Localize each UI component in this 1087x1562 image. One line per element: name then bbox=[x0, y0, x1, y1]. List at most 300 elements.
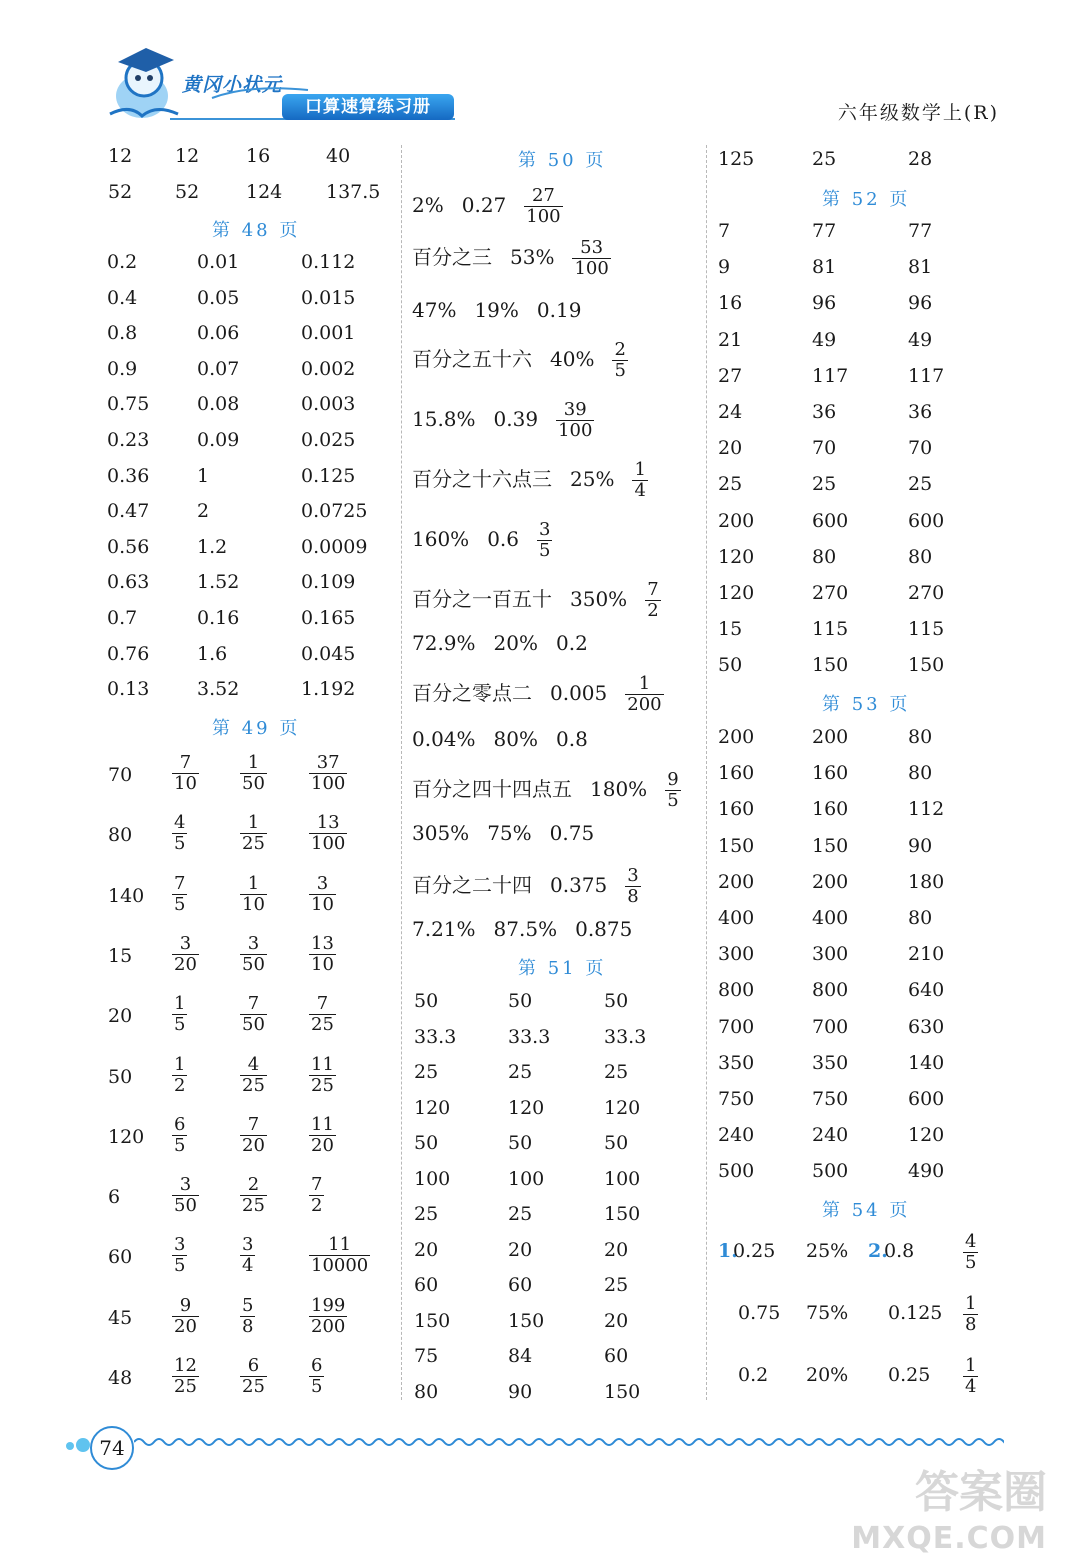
numerator: 1 bbox=[174, 993, 186, 1015]
cell: 12 bbox=[175, 145, 200, 167]
cell: 77 bbox=[812, 220, 837, 242]
cell: 0.002 bbox=[301, 357, 356, 380]
cell: 36 bbox=[812, 401, 837, 423]
cell: 15.8% bbox=[412, 407, 476, 431]
answer-row bbox=[0, 903, 1087, 933]
cell: 160% bbox=[412, 527, 470, 551]
denominator: 25 bbox=[242, 833, 265, 855]
cell: 600 bbox=[908, 509, 945, 532]
numerator: 3 bbox=[247, 932, 260, 954]
numerator: 1 bbox=[965, 1355, 977, 1376]
cell: 0.001 bbox=[301, 322, 356, 345]
cell: 0.56 bbox=[107, 535, 150, 558]
book-title-banner: 口算速算练习册 bbox=[282, 94, 454, 120]
cell: 600 bbox=[812, 509, 849, 532]
cell: 500 bbox=[812, 1160, 849, 1183]
denominator: 10 bbox=[242, 893, 265, 915]
answer-row bbox=[0, 397, 1087, 427]
denominator: 100 bbox=[526, 206, 561, 227]
cell: 33.3 bbox=[604, 1025, 647, 1048]
cell: 0.6 bbox=[487, 527, 519, 551]
numerator: 39 bbox=[563, 399, 587, 420]
cell: 0.7 bbox=[107, 607, 138, 629]
cell: 1.52 bbox=[197, 571, 240, 594]
cell: 210 bbox=[908, 943, 945, 966]
numerator: 7 bbox=[174, 872, 186, 894]
cell: 25% bbox=[806, 1240, 849, 1262]
numerator: 2 bbox=[614, 339, 626, 360]
cell: 70 bbox=[108, 764, 133, 786]
cell: 25 bbox=[508, 1203, 533, 1225]
cell: 120 bbox=[414, 1096, 451, 1119]
cell: 0.025 bbox=[301, 429, 356, 451]
cell: 80 bbox=[908, 726, 933, 748]
numerator: 4 bbox=[965, 1231, 977, 1252]
denominator: 10000 bbox=[311, 1255, 369, 1277]
cell: 200 bbox=[718, 726, 755, 748]
fraction bbox=[963, 1356, 978, 1397]
denominator: 25 bbox=[242, 1376, 265, 1397]
cell: 0.003 bbox=[301, 393, 356, 416]
numerator: 11 bbox=[328, 1234, 352, 1256]
denominator: 2 bbox=[647, 600, 659, 621]
fraction bbox=[963, 1294, 978, 1335]
cell: 125 bbox=[718, 148, 755, 170]
cell: 120 bbox=[908, 1124, 945, 1147]
cell: 25 bbox=[604, 1061, 629, 1083]
cell: 0.8 bbox=[884, 1240, 915, 1262]
cell: 0.125 bbox=[888, 1302, 943, 1324]
cell: 60 bbox=[604, 1345, 629, 1367]
numerator: 11 bbox=[311, 1053, 334, 1075]
cell: 90 bbox=[508, 1380, 533, 1403]
cell: 80 bbox=[908, 545, 933, 568]
cell: 50 bbox=[414, 990, 439, 1012]
cell: 0.47 bbox=[107, 500, 150, 523]
cell: 300 bbox=[718, 943, 755, 966]
cell: 20 bbox=[414, 1238, 439, 1261]
cell: 112 bbox=[908, 798, 945, 821]
cell: 0.16 bbox=[197, 607, 240, 629]
cell: 52 bbox=[108, 181, 133, 203]
cell: 150 bbox=[718, 834, 755, 857]
numerator: 7 bbox=[647, 579, 659, 600]
cell: 25 bbox=[812, 148, 837, 170]
answer-row bbox=[0, 867, 1087, 897]
cell: 9 bbox=[718, 256, 731, 279]
cell: 0.109 bbox=[301, 571, 356, 594]
footer-wave bbox=[134, 1434, 1004, 1450]
cell: 百分之三 bbox=[412, 245, 492, 269]
fraction bbox=[963, 1232, 978, 1273]
numerator: 7 bbox=[311, 1174, 323, 1196]
denominator: 10 bbox=[311, 893, 334, 915]
cell: 200 bbox=[812, 726, 849, 748]
cell: 600 bbox=[908, 1088, 945, 1110]
cell: 百分之四十四点五 bbox=[412, 777, 572, 801]
denominator: 2 bbox=[174, 1074, 186, 1096]
denominator: 50 bbox=[242, 773, 265, 794]
numerator: 3 bbox=[242, 1234, 254, 1256]
cell: 0.75 bbox=[738, 1302, 781, 1324]
cell: 0.19 bbox=[536, 298, 582, 322]
cell: 15 bbox=[718, 618, 743, 641]
answer-row bbox=[0, 361, 1087, 391]
cell: 百分之一百五十 bbox=[412, 587, 552, 611]
mixed-answer-row bbox=[0, 1293, 1087, 1348]
cell: 0.112 bbox=[301, 251, 356, 273]
numerator: 12 bbox=[174, 1355, 197, 1376]
answer-row bbox=[0, 1048, 1087, 1078]
cell: 84 bbox=[508, 1345, 533, 1367]
cell: 120 bbox=[508, 1096, 545, 1119]
denominator: 5 bbox=[174, 1014, 186, 1036]
answer-row bbox=[0, 216, 1087, 246]
cell: 75% bbox=[487, 821, 532, 845]
cell: 0.75 bbox=[549, 821, 595, 845]
denominator: 25 bbox=[242, 1074, 265, 1096]
numerator: 3 bbox=[179, 1174, 192, 1196]
numerator: 7 bbox=[179, 752, 192, 773]
cell: 0.23 bbox=[107, 429, 150, 451]
cell: 240 bbox=[812, 1124, 849, 1147]
cell: 0.2 bbox=[556, 631, 588, 655]
cell: 20 bbox=[508, 1238, 533, 1261]
cell: 640 bbox=[908, 979, 945, 1002]
footer-dot-small bbox=[66, 1442, 74, 1450]
cell: 120 bbox=[718, 582, 755, 604]
numerator: 1 bbox=[174, 1053, 186, 1075]
answer-row bbox=[0, 831, 1087, 861]
section-title-p51: 第 51 页 bbox=[518, 958, 607, 979]
cell: 100 bbox=[604, 1167, 641, 1190]
cell: 0.9 bbox=[107, 357, 138, 380]
cell: 0.06 bbox=[197, 322, 240, 345]
fraction-cell bbox=[963, 1294, 978, 1335]
cell: 36 bbox=[908, 401, 933, 423]
numerator: 199 bbox=[311, 1294, 346, 1316]
cell: 0.07 bbox=[197, 357, 240, 380]
cell: 0.875 bbox=[575, 917, 633, 941]
cell: 87.5% bbox=[493, 917, 558, 941]
cell: 20% bbox=[493, 631, 538, 655]
cell: 0.2 bbox=[107, 251, 138, 273]
cell: 270 bbox=[908, 582, 945, 604]
cell: 150 bbox=[508, 1309, 545, 1332]
cell: 0.25 bbox=[733, 1240, 776, 1262]
answer-row bbox=[0, 1084, 1087, 1114]
answer-row bbox=[0, 144, 1087, 174]
cell: 27 bbox=[718, 364, 743, 387]
numerator: 13 bbox=[311, 932, 334, 954]
cell: 百分之二十四 bbox=[412, 873, 532, 897]
cell: 200 bbox=[718, 870, 755, 893]
cell: 0.08 bbox=[197, 393, 240, 416]
cell: 0.165 bbox=[301, 607, 356, 629]
denominator: 8 bbox=[242, 1315, 254, 1337]
cell: 180 bbox=[908, 870, 945, 893]
denominator: 25 bbox=[242, 1195, 265, 1217]
denominator: 100 bbox=[311, 773, 346, 794]
cell: 53% bbox=[510, 245, 555, 269]
cell: 80 bbox=[908, 907, 933, 929]
numerator: 1 bbox=[247, 812, 260, 834]
cell: 80 bbox=[908, 762, 933, 785]
cell: 0.8 bbox=[556, 727, 588, 751]
numerator: 1 bbox=[638, 673, 651, 694]
denominator: 2 bbox=[311, 1195, 323, 1217]
cell: 630 bbox=[908, 1015, 945, 1038]
cell: 7.21% bbox=[412, 917, 476, 941]
mascot-icon bbox=[100, 44, 185, 124]
cell: 124 bbox=[246, 181, 283, 203]
section-title-p48: 第 48 页 bbox=[212, 220, 301, 241]
watermark bbox=[851, 1467, 1047, 1562]
section-title-p49: 第 49 页 bbox=[212, 718, 301, 739]
denominator: 8 bbox=[627, 886, 639, 907]
cell: 49 bbox=[812, 328, 837, 351]
numerator: 1 bbox=[247, 872, 260, 894]
cell: 50 bbox=[508, 990, 533, 1012]
cell: 28 bbox=[908, 148, 933, 170]
cell: 117 bbox=[908, 364, 945, 387]
answer-row bbox=[0, 794, 1087, 824]
numerator: 6 bbox=[247, 1355, 260, 1376]
numerator: 4 bbox=[247, 1053, 260, 1075]
cell: 50 bbox=[508, 1132, 533, 1154]
question-number: 2. bbox=[868, 1240, 888, 1262]
numerator: 11 bbox=[311, 1113, 334, 1135]
answer-row bbox=[0, 325, 1087, 355]
cell: 0.09 bbox=[197, 429, 240, 451]
cell: 0.2 bbox=[738, 1364, 769, 1386]
denominator: 20 bbox=[174, 1315, 197, 1337]
cell: 70 bbox=[908, 437, 933, 460]
cell: 0.015 bbox=[301, 286, 356, 309]
cell: 1.192 bbox=[301, 678, 356, 701]
cell: 137.5 bbox=[326, 181, 381, 203]
numerator: 1 bbox=[634, 459, 646, 480]
cell: 25 bbox=[908, 473, 933, 496]
cell: 0.13 bbox=[107, 678, 150, 701]
denominator: 5 bbox=[174, 833, 186, 855]
denominator: 25 bbox=[311, 1014, 334, 1036]
cell: 305% bbox=[412, 821, 470, 845]
denominator: 100 bbox=[558, 420, 593, 441]
section-title-p52: 第 52 页 bbox=[822, 189, 911, 210]
cell: 20% bbox=[806, 1364, 849, 1386]
numerator: 5 bbox=[242, 1294, 254, 1316]
numerator: 6 bbox=[174, 1113, 186, 1135]
cell: 800 bbox=[812, 979, 849, 1002]
cell: 20 bbox=[604, 1309, 629, 1332]
denominator: 20 bbox=[311, 1134, 334, 1156]
cell: 700 bbox=[812, 1015, 849, 1038]
numerator: 3 bbox=[179, 932, 192, 954]
mixed-answer-row bbox=[0, 1231, 1087, 1286]
cell: 百分之五十六 bbox=[412, 347, 532, 371]
cell: 72.9% bbox=[412, 631, 476, 655]
cell: 0.125 bbox=[301, 464, 356, 487]
cell: 160 bbox=[718, 762, 755, 785]
answer-row bbox=[0, 506, 1087, 536]
denominator: 5 bbox=[667, 790, 679, 811]
answer-row bbox=[0, 975, 1087, 1005]
numerator: 2 bbox=[247, 1174, 260, 1196]
cell: 50 bbox=[604, 990, 629, 1012]
cell: 百分之十六点三 bbox=[412, 467, 552, 491]
cell: 140 bbox=[908, 1051, 945, 1074]
section-title-p53: 第 53 页 bbox=[822, 694, 911, 715]
denominator: 20 bbox=[242, 1134, 265, 1156]
cell: 50 bbox=[718, 654, 743, 677]
cell: 400 bbox=[812, 907, 849, 929]
cell: 47% bbox=[412, 298, 457, 322]
numerator: 3 bbox=[627, 865, 639, 886]
cell: 0.63 bbox=[107, 571, 150, 594]
cell: 0.27 bbox=[461, 193, 507, 217]
cell: 180% bbox=[590, 777, 648, 801]
denominator: 5 bbox=[174, 893, 186, 915]
cell: 50 bbox=[604, 1132, 629, 1154]
cell: 96 bbox=[908, 292, 933, 315]
cell: 100 bbox=[508, 1167, 545, 1190]
fraction-cell bbox=[963, 1232, 978, 1273]
cell: 50 bbox=[414, 1132, 439, 1154]
cell: 350 bbox=[718, 1051, 755, 1074]
cell: 25% bbox=[570, 467, 615, 491]
denominator: 4 bbox=[242, 1255, 254, 1277]
numerator: 27 bbox=[531, 185, 555, 206]
cell: 20 bbox=[604, 1238, 629, 1261]
question-number: 1. bbox=[718, 1240, 738, 1262]
cell: 16 bbox=[718, 292, 743, 315]
cell: 140 bbox=[108, 884, 145, 907]
cell: 700 bbox=[718, 1015, 755, 1038]
numerator: 1 bbox=[247, 752, 260, 773]
denominator: 50 bbox=[242, 1014, 265, 1036]
cell: 150 bbox=[604, 1203, 641, 1225]
cell: 500 bbox=[718, 1160, 755, 1183]
cell: 240 bbox=[718, 1124, 755, 1147]
cell: 0.0009 bbox=[301, 535, 368, 558]
numerator: 3 bbox=[316, 872, 329, 894]
cell: 160 bbox=[812, 762, 849, 785]
cell: 117 bbox=[812, 364, 849, 387]
cell: 60 bbox=[508, 1274, 533, 1296]
answer-row bbox=[0, 1156, 1087, 1186]
watermark-line2: MXQE.COM bbox=[851, 1521, 1047, 1556]
cell: 800 bbox=[718, 979, 755, 1002]
cell: 33.3 bbox=[508, 1025, 551, 1048]
cell: 80 bbox=[108, 824, 133, 847]
cell: 300 bbox=[812, 943, 849, 966]
section-title-p54: 第 54 页 bbox=[822, 1200, 911, 1221]
cell: 3.52 bbox=[197, 678, 240, 701]
numerator: 7 bbox=[247, 993, 260, 1015]
denominator: 5 bbox=[311, 1376, 323, 1397]
cell: 25 bbox=[604, 1274, 629, 1296]
denominator: 10 bbox=[311, 953, 334, 975]
cell: 120 bbox=[108, 1125, 145, 1148]
numerator: 9 bbox=[179, 1294, 192, 1316]
denominator: 200 bbox=[627, 694, 662, 715]
cell: 1 bbox=[197, 464, 210, 487]
cell: 150 bbox=[812, 834, 849, 857]
cell: 0.25 bbox=[888, 1364, 931, 1386]
numerator: 6 bbox=[311, 1355, 323, 1376]
numerator: 3 bbox=[539, 519, 551, 540]
cell: 0.75 bbox=[107, 393, 150, 416]
cell: 2% bbox=[412, 193, 444, 217]
cell: 24 bbox=[718, 401, 743, 423]
cell: 0.0725 bbox=[301, 500, 368, 523]
answer-row bbox=[0, 578, 1087, 608]
denominator: 4 bbox=[965, 1376, 977, 1397]
answer-row bbox=[0, 542, 1087, 572]
answer-row bbox=[0, 288, 1087, 318]
cell: 15 bbox=[108, 944, 133, 967]
fraction-cell bbox=[963, 1356, 978, 1397]
cell: 150 bbox=[908, 654, 945, 677]
cell: 90 bbox=[908, 834, 933, 857]
answer-row bbox=[0, 939, 1087, 969]
denominator: 10 bbox=[174, 773, 197, 794]
cell: 80% bbox=[493, 727, 538, 751]
cell: 0.36 bbox=[107, 464, 150, 487]
numerator: 13 bbox=[316, 812, 340, 834]
cell: 200 bbox=[812, 870, 849, 893]
denominator: 5 bbox=[965, 1252, 977, 1273]
cell: 19% bbox=[474, 298, 519, 322]
cell: 115 bbox=[812, 618, 849, 641]
cell: 20 bbox=[718, 437, 743, 460]
cell: 115 bbox=[908, 618, 945, 641]
cell: 0.8 bbox=[107, 322, 138, 345]
cell: 350% bbox=[570, 587, 628, 611]
cell: 0.005 bbox=[550, 681, 608, 705]
cell: 77 bbox=[908, 220, 933, 242]
cell: 0.04% bbox=[412, 727, 476, 751]
answer-row bbox=[0, 252, 1087, 282]
denominator: 25 bbox=[174, 1376, 197, 1397]
answer-row bbox=[0, 1199, 1087, 1229]
cell: 25 bbox=[508, 1061, 533, 1083]
numerator: 9 bbox=[667, 769, 679, 790]
cell: 150 bbox=[812, 654, 849, 677]
cell: 33.3 bbox=[414, 1025, 457, 1048]
cell: 25 bbox=[414, 1203, 439, 1225]
numerator: 3 bbox=[174, 1234, 186, 1256]
denominator: 4 bbox=[634, 480, 646, 501]
cell: 0.39 bbox=[493, 407, 539, 431]
cell: 40% bbox=[550, 347, 595, 371]
numerator: 7 bbox=[247, 1113, 260, 1135]
cell: 100 bbox=[414, 1167, 451, 1190]
cell: 80 bbox=[414, 1380, 439, 1403]
answer-row bbox=[0, 614, 1087, 644]
cell: 75% bbox=[806, 1302, 849, 1324]
watermark-line1: 答案圈 bbox=[915, 1467, 1047, 1518]
cell: 12 bbox=[108, 145, 133, 167]
denominator: 100 bbox=[574, 258, 609, 279]
cell: 200 bbox=[718, 509, 755, 532]
cell: 75 bbox=[414, 1345, 439, 1367]
cell: 60 bbox=[108, 1246, 133, 1269]
page-number: 74 bbox=[90, 1426, 134, 1470]
denominator: 50 bbox=[242, 953, 265, 975]
denominator: 5 bbox=[174, 1255, 186, 1277]
